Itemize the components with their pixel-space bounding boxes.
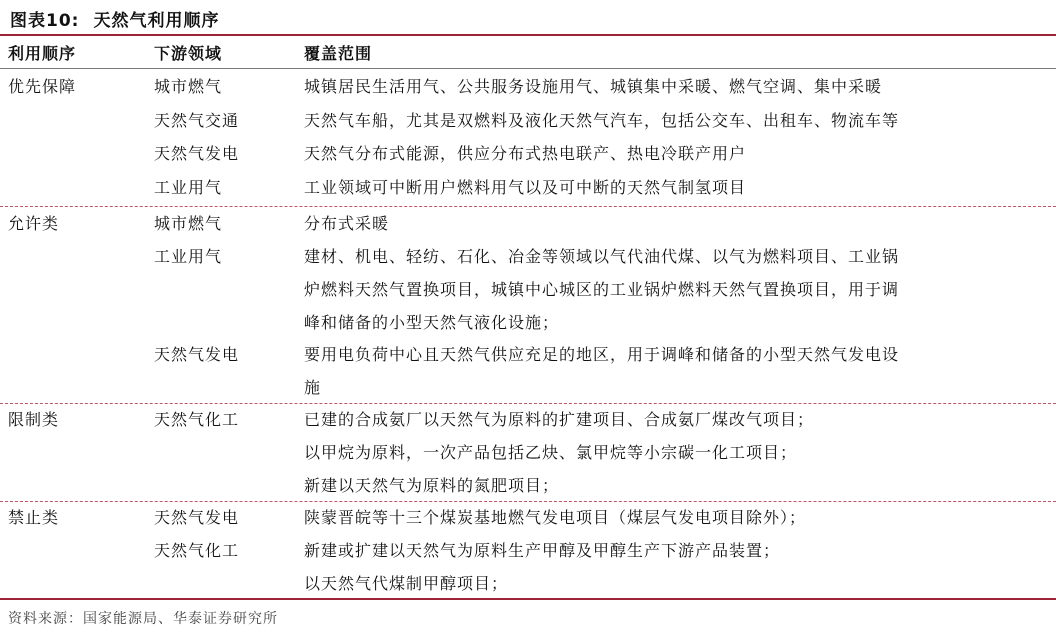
row-domain: 工业用气	[154, 178, 223, 197]
scope-line: 峰和储备的小型天然气液化设施；	[304, 313, 560, 332]
scope-line: 以天然气代煤制甲醇项目；	[304, 574, 509, 593]
row-scope	[304, 207, 1052, 240]
row-domain: 天然气化工	[154, 541, 240, 560]
row-order: 允许类	[8, 214, 60, 233]
table-top-rule	[0, 34, 1056, 36]
row-domain: 天然气交通	[154, 111, 240, 130]
row-order: 优先保障	[8, 77, 77, 96]
row-scope	[304, 171, 1052, 204]
row-scope	[304, 137, 1052, 170]
header-domain: 下游领域	[154, 44, 223, 63]
row-domain: 天然气发电	[154, 508, 240, 527]
scope-line: 新建以天然气为原料的氮肥项目；	[304, 476, 560, 495]
row-scope	[304, 534, 1052, 600]
table-bottom-rule	[0, 598, 1056, 600]
header-order: 利用顺序	[8, 44, 77, 63]
row-domain: 天然气发电	[154, 144, 240, 163]
scope-line: 陕蒙晋皖等十三个煤炭基地燃气发电项目（煤层气发电项目除外）；	[304, 508, 807, 527]
row-scope	[304, 501, 1052, 534]
scope-line: 建材、机电、轻纺、石化、冶金等领域以气代油代煤、以气为燃料项目、工业锅	[304, 247, 900, 266]
scope-line: 已建的合成氨厂以天然气为原料的扩建项目、合成氨厂煤改气项目；	[304, 410, 815, 429]
scope-line: 天然气分布式能源，供应分布式热电联产、热电冷联产用户	[304, 144, 747, 163]
scope-line: 城镇居民生活用气、公共服务设施用气、城镇集中采暖、燃气空调、集中采暖	[304, 77, 883, 96]
scope-line: 要用电负荷中心且天然气供应充足的地区，用于调峰和储备的小型天然气发电设	[304, 345, 900, 364]
row-domain: 城市燃气	[154, 77, 223, 96]
row-order: 禁止类	[8, 508, 60, 527]
scope-line: 以甲烷为原料，一次产品包括乙炔、氯甲烷等小宗碳一化工项目；	[304, 443, 798, 462]
row-domain: 城市燃气	[154, 214, 223, 233]
figure-label: 图表10:	[10, 11, 80, 31]
scope-line: 新建或扩建以天然气为原料生产甲醇及甲醇生产下游产品装置；	[304, 541, 781, 560]
row-domain: 天然气化工	[154, 410, 240, 429]
row-order: 限制类	[8, 410, 60, 429]
row-scope	[304, 338, 1052, 404]
row-domain: 天然气发电	[154, 345, 240, 364]
scope-line: 炉燃料天然气置换项目，城镇中心城区的工业锅炉燃料天然气置换项目，用于调	[304, 280, 900, 299]
scope-line: 天然气车船，尤其是双燃料及液化天然气汽车，包括公交车、出租车、物流车等	[304, 111, 900, 130]
figure-title	[10, 6, 219, 31]
source-note: 资料来源：国家能源局、华泰证券研究所	[8, 611, 278, 627]
row-scope	[304, 70, 1052, 103]
scope-line: 分布式采暖	[304, 214, 390, 233]
row-scope	[304, 403, 1052, 502]
row-scope	[304, 240, 1052, 339]
scope-line: 施	[304, 378, 322, 397]
row-domain: 工业用气	[154, 247, 223, 266]
scope-line: 工业领域可中断用户燃料用气以及可中断的天然气制氢项目	[304, 178, 747, 197]
header-rule	[0, 68, 1056, 69]
row-scope	[304, 104, 1052, 137]
figure-name: 天然气利用顺序	[93, 11, 220, 31]
header-scope: 覆盖范围	[304, 44, 373, 63]
